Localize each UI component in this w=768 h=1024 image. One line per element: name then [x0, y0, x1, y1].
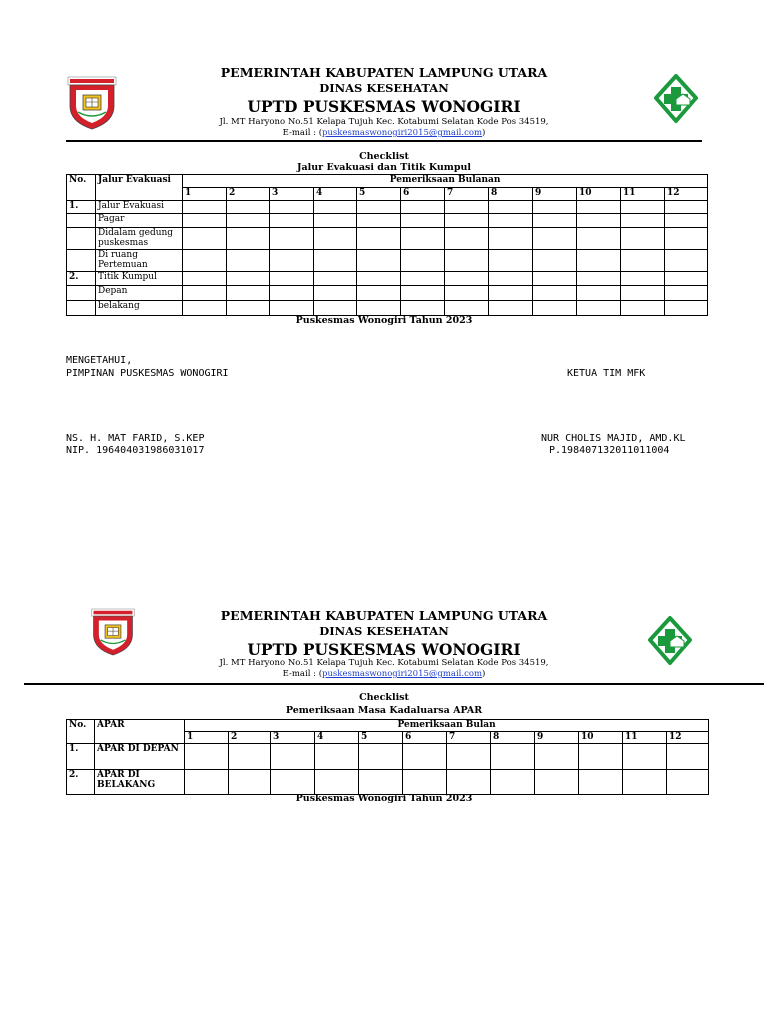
- check-cell[interactable]: [357, 201, 401, 214]
- check-cell[interactable]: [621, 214, 665, 228]
- check-cell[interactable]: [621, 286, 665, 301]
- row-item-label: Titik Kumpul: [96, 272, 183, 286]
- check-cell[interactable]: [621, 272, 665, 286]
- apar-checklist-table: [66, 719, 709, 795]
- check-cell[interactable]: [270, 214, 314, 228]
- table-row: [67, 286, 708, 301]
- sign-left-name: NS. H. MAT FARID, S.KEP: [66, 433, 205, 444]
- check-cell[interactable]: [665, 228, 708, 250]
- check-cell[interactable]: [183, 250, 227, 272]
- row-number: [67, 286, 96, 301]
- check-cell[interactable]: [359, 770, 403, 795]
- month-header: 4: [315, 732, 359, 744]
- lampung-utara-emblem-icon: [66, 76, 118, 130]
- row-number: [67, 301, 96, 316]
- row-item-label: APAR DI DEPAN: [95, 744, 185, 770]
- month-header: 10: [579, 732, 623, 744]
- month-header: 12: [665, 188, 708, 201]
- check-cell[interactable]: [489, 250, 533, 272]
- email-suffix: ): [482, 128, 486, 138]
- check-cell[interactable]: [270, 250, 314, 272]
- check-cell[interactable]: [445, 301, 489, 316]
- evacuation-table-body: [67, 201, 708, 316]
- table-row: [67, 214, 708, 228]
- check-cell[interactable]: [445, 201, 489, 214]
- check-cell[interactable]: [270, 201, 314, 214]
- check-cell[interactable]: [623, 744, 667, 770]
- check-cell[interactable]: [445, 214, 489, 228]
- check-cell[interactable]: [401, 272, 445, 286]
- month-header: 9: [535, 732, 579, 744]
- table-row: [67, 301, 708, 316]
- check-cell[interactable]: [314, 272, 357, 286]
- puskesmas-cross-emblem-icon: [647, 616, 693, 666]
- check-cell[interactable]: [403, 770, 447, 795]
- row-number: 1.: [67, 744, 95, 770]
- header-department: DINAS KESEHATAN: [319, 624, 449, 638]
- check-cell[interactable]: [489, 272, 533, 286]
- row-number: 2.: [67, 770, 95, 795]
- header-address: Jl. MT Haryono No.51 Kelapa Tujuh Kec. Kotabumi Selatan Kode Pos 34519,: [219, 117, 549, 127]
- sign-right-position: KETUA TIM MFK: [567, 368, 646, 379]
- footer-year: Puskesmas Wonogiri Tahun 2023: [295, 793, 473, 804]
- month-header: 2: [229, 732, 271, 744]
- row-item-label: belakang: [96, 301, 183, 316]
- row-item-label: APAR DI BELAKANG: [95, 770, 185, 795]
- check-cell[interactable]: [403, 744, 447, 770]
- check-cell[interactable]: [445, 250, 489, 272]
- header-government: PEMERINTAH KABUPATEN LAMPUNG UTARA: [220, 65, 548, 80]
- check-cell[interactable]: [401, 201, 445, 214]
- row-item-label: Depan: [96, 286, 183, 301]
- check-cell[interactable]: [270, 228, 314, 250]
- month-header: 7: [445, 188, 489, 201]
- row-number: 2.: [67, 272, 96, 286]
- header-institution: UPTD PUSKESMAS WONOGIRI: [247, 97, 521, 116]
- email-link[interactable]: puskesmaswonogiri2015@gmail.com: [322, 669, 483, 679]
- check-cell[interactable]: [227, 228, 270, 250]
- check-cell[interactable]: [183, 201, 227, 214]
- header-email-line: [150, 669, 618, 679]
- month-header: 1: [183, 188, 227, 201]
- month-header: 6: [401, 188, 445, 201]
- check-cell[interactable]: [533, 301, 577, 316]
- check-cell[interactable]: [227, 286, 270, 301]
- month-header: 3: [270, 188, 314, 201]
- check-cell[interactable]: [447, 744, 491, 770]
- check-cell[interactable]: [533, 286, 577, 301]
- month-header: 8: [491, 732, 535, 744]
- checklist-title: Checklist: [359, 151, 409, 162]
- check-cell[interactable]: [489, 214, 533, 228]
- table-row: [67, 201, 708, 214]
- check-cell[interactable]: [533, 272, 577, 286]
- check-cell[interactable]: [577, 228, 621, 250]
- month-header: 5: [359, 732, 403, 744]
- check-cell[interactable]: [314, 201, 357, 214]
- row-number: 1.: [67, 201, 96, 214]
- sign-right-nip: P.198407132011011004: [549, 445, 670, 456]
- check-cell[interactable]: [183, 286, 227, 301]
- check-cell[interactable]: [227, 272, 270, 286]
- check-cell[interactable]: [665, 301, 708, 316]
- table-row: [67, 744, 709, 770]
- check-cell[interactable]: [401, 301, 445, 316]
- check-cell[interactable]: [667, 744, 709, 770]
- month-header: 3: [271, 732, 315, 744]
- checklist-subtitle: Jalur Evakuasi dan Titik Kumpul: [296, 162, 472, 173]
- check-cell[interactable]: [401, 286, 445, 301]
- check-cell[interactable]: [314, 228, 357, 250]
- check-cell[interactable]: [667, 770, 709, 795]
- check-cell[interactable]: [577, 214, 621, 228]
- check-cell[interactable]: [270, 301, 314, 316]
- month-header: 5: [357, 188, 401, 201]
- email-link[interactable]: puskesmaswonogiri2015@gmail.com: [322, 128, 483, 138]
- check-cell[interactable]: [535, 770, 579, 795]
- check-cell[interactable]: [401, 228, 445, 250]
- check-cell[interactable]: [271, 744, 315, 770]
- sign-left-nip: NIP. 196404031986031017: [66, 445, 205, 456]
- check-cell[interactable]: [227, 301, 270, 316]
- table-row: [67, 770, 709, 795]
- month-header: 7: [447, 732, 491, 744]
- col-item-header: Jalur Evakuasi: [96, 175, 183, 201]
- table-row: [67, 272, 708, 286]
- check-cell[interactable]: [665, 286, 708, 301]
- check-cell[interactable]: [621, 201, 665, 214]
- col-group-header: Pemeriksaan Bulanan: [183, 175, 708, 188]
- check-cell[interactable]: [357, 250, 401, 272]
- check-cell[interactable]: [577, 201, 621, 214]
- header-divider: [24, 683, 764, 685]
- check-cell[interactable]: [401, 214, 445, 228]
- check-cell[interactable]: [489, 228, 533, 250]
- check-cell[interactable]: [270, 286, 314, 301]
- check-cell[interactable]: [665, 201, 708, 214]
- header-institution: UPTD PUSKESMAS WONOGIRI: [247, 640, 521, 659]
- check-cell[interactable]: [183, 228, 227, 250]
- header-address: Jl. MT Haryono No.51 Kelapa Tujuh Kec. Kotabumi Selatan Kode Pos 34519,: [219, 658, 549, 668]
- check-cell[interactable]: [357, 214, 401, 228]
- check-cell[interactable]: [489, 301, 533, 316]
- check-cell[interactable]: [491, 770, 535, 795]
- row-item-label: Pagar: [96, 214, 183, 228]
- check-cell[interactable]: [315, 770, 359, 795]
- row-number: [67, 228, 96, 250]
- check-cell[interactable]: [579, 770, 623, 795]
- header-government: PEMERINTAH KABUPATEN LAMPUNG UTARA: [220, 608, 548, 623]
- sign-left-position: PIMPINAN PUSKESMAS WONOGIRI: [66, 368, 229, 379]
- col-no-header: No.: [67, 175, 96, 201]
- check-cell[interactable]: [185, 744, 229, 770]
- apar-table-body: [67, 744, 709, 795]
- check-cell[interactable]: [577, 286, 621, 301]
- email-prefix: E-mail : (: [282, 669, 323, 679]
- check-cell[interactable]: [665, 272, 708, 286]
- check-cell[interactable]: [183, 272, 227, 286]
- check-cell[interactable]: [314, 286, 357, 301]
- checklist-title: Checklist: [359, 692, 409, 703]
- check-cell[interactable]: [227, 201, 270, 214]
- check-cell[interactable]: [535, 744, 579, 770]
- check-cell[interactable]: [621, 301, 665, 316]
- check-cell[interactable]: [577, 301, 621, 316]
- check-cell[interactable]: [314, 301, 357, 316]
- check-cell[interactable]: [357, 301, 401, 316]
- check-cell[interactable]: [357, 228, 401, 250]
- month-header: 11: [621, 188, 665, 201]
- check-cell[interactable]: [445, 228, 489, 250]
- check-cell[interactable]: [357, 272, 401, 286]
- check-cell[interactable]: [665, 250, 708, 272]
- check-cell[interactable]: [445, 286, 489, 301]
- check-cell[interactable]: [227, 214, 270, 228]
- month-header: 9: [533, 188, 577, 201]
- month-header: 4: [314, 188, 357, 201]
- table-row: [67, 250, 708, 272]
- row-number: [67, 214, 96, 228]
- header-email-line: [150, 128, 618, 138]
- month-header: 8: [489, 188, 533, 201]
- footer-year: Puskesmas Wonogiri Tahun 2023: [295, 315, 473, 326]
- row-item-label: Jalur Evakuasi: [96, 201, 183, 214]
- check-cell[interactable]: [533, 250, 577, 272]
- col-no-header: No.: [67, 720, 95, 744]
- month-header: 10: [577, 188, 621, 201]
- sign-acknowledge-label: MENGETAHUI,: [66, 355, 133, 366]
- sign-right-name: NUR CHOLIS MAJID, AMD.KL: [541, 433, 686, 444]
- check-cell[interactable]: [183, 301, 227, 316]
- row-item-label: Didalam gedung puskesmas: [96, 228, 183, 250]
- check-cell[interactable]: [579, 744, 623, 770]
- check-cell[interactable]: [185, 770, 229, 795]
- check-cell[interactable]: [401, 250, 445, 272]
- check-cell[interactable]: [314, 250, 357, 272]
- check-cell[interactable]: [489, 201, 533, 214]
- check-cell[interactable]: [621, 228, 665, 250]
- check-cell[interactable]: [623, 770, 667, 795]
- check-cell[interactable]: [491, 744, 535, 770]
- check-cell[interactable]: [359, 744, 403, 770]
- check-cell[interactable]: [533, 201, 577, 214]
- check-cell[interactable]: [445, 272, 489, 286]
- check-cell[interactable]: [270, 272, 314, 286]
- header-department: DINAS KESEHATAN: [319, 81, 449, 95]
- month-header: 1: [185, 732, 229, 744]
- check-cell[interactable]: [447, 770, 491, 795]
- lampung-utara-emblem-icon: [90, 606, 136, 658]
- row-item-label: Di ruang Pertemuan: [96, 250, 183, 272]
- table-row: [67, 228, 708, 250]
- check-cell[interactable]: [665, 214, 708, 228]
- email-suffix: ): [482, 669, 486, 679]
- evacuation-checklist-table: [66, 174, 708, 316]
- check-cell[interactable]: [271, 770, 315, 795]
- col-item-header: APAR: [95, 720, 185, 744]
- col-group-header: Pemeriksaan Bulan: [185, 720, 709, 732]
- row-number: [67, 250, 96, 272]
- month-header: 2: [227, 188, 270, 201]
- puskesmas-cross-emblem-icon: [653, 74, 699, 124]
- check-cell[interactable]: [229, 770, 271, 795]
- email-prefix: E-mail : (: [282, 128, 323, 138]
- check-cell[interactable]: [183, 214, 227, 228]
- check-cell[interactable]: [229, 744, 271, 770]
- check-cell[interactable]: [621, 250, 665, 272]
- check-cell[interactable]: [533, 214, 577, 228]
- month-header: 12: [667, 732, 709, 744]
- check-cell[interactable]: [314, 214, 357, 228]
- check-cell[interactable]: [315, 744, 359, 770]
- check-cell[interactable]: [577, 272, 621, 286]
- check-cell[interactable]: [357, 286, 401, 301]
- checklist-subtitle: Pemeriksaan Masa Kadaluarsa APAR: [285, 705, 483, 716]
- header-divider: [66, 140, 702, 142]
- check-cell[interactable]: [227, 250, 270, 272]
- month-header: 11: [623, 732, 667, 744]
- check-cell[interactable]: [577, 250, 621, 272]
- check-cell[interactable]: [533, 228, 577, 250]
- month-header: 6: [403, 732, 447, 744]
- check-cell[interactable]: [489, 286, 533, 301]
